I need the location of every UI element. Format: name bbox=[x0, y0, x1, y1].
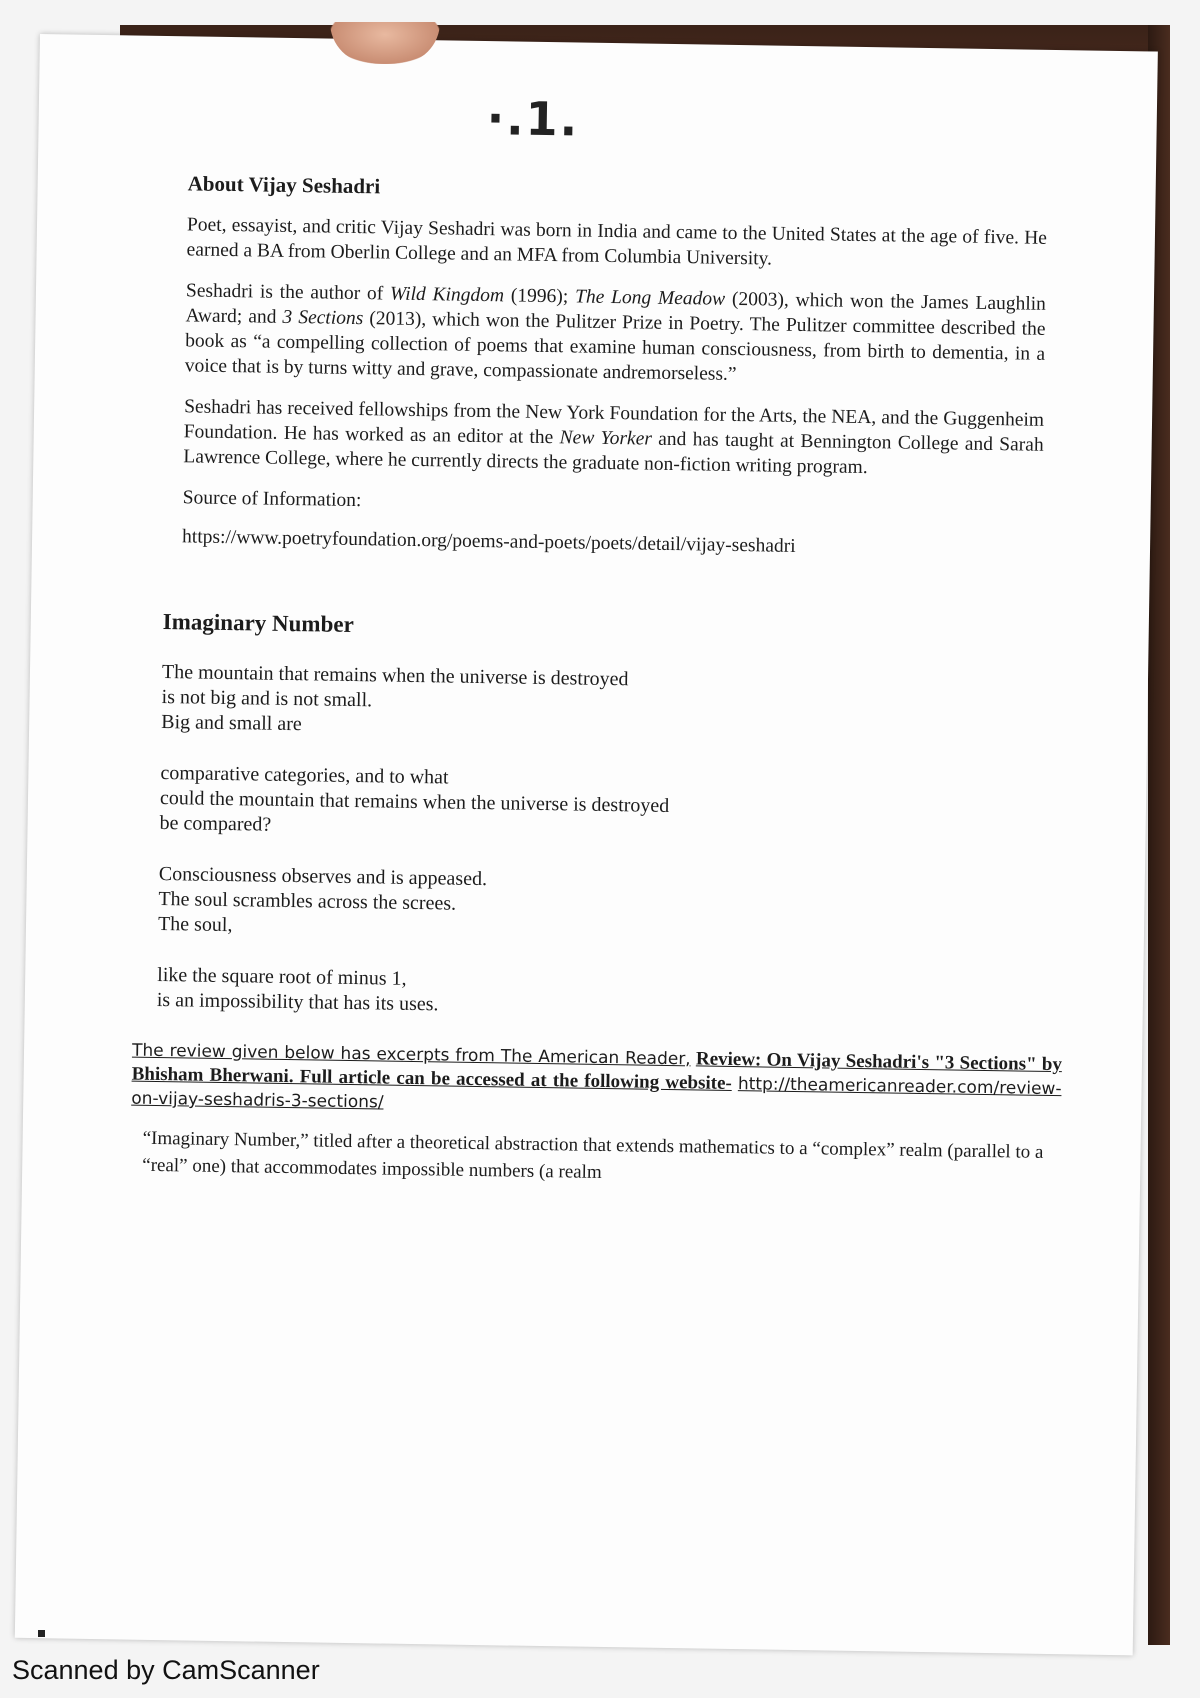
poem-stanza bbox=[158, 862, 1037, 951]
camscanner-label: Scanned by CamScanner bbox=[12, 1655, 320, 1685]
publication-new-yorker: New Yorker bbox=[559, 427, 653, 450]
book-title-3-sections: 3 Sections bbox=[282, 306, 364, 330]
poem-line: is not big and is not small. bbox=[161, 685, 373, 712]
poem-line: Big and small are bbox=[161, 710, 302, 736]
poem-line: like the square root of minus 1, bbox=[157, 963, 407, 990]
poem-stanza bbox=[159, 761, 1038, 850]
para2-text-a: Seshadri is the author of bbox=[185, 280, 391, 305]
review-link[interactable]: http://theamericanreader.com/review-on-vijay-seshadris-3-sections/ bbox=[131, 1074, 1062, 1113]
page-number-dot: . bbox=[559, 92, 580, 147]
page-number-value: 1 bbox=[525, 91, 561, 147]
para3-text-a: Seshadri has received fellowships from the New York Foundation for the Arts, the NEA, and the Guggenheim Foundation. He has worked as an editor at the bbox=[183, 396, 1045, 449]
para2-text-b: (1996); bbox=[503, 285, 576, 308]
para2-text-d: (2013), which won the Pulitzer Prize in Poetry. The Pulitzer committee described the book as “a compelling collection of poems that examine human consciousness, from birth to dementia, in a voice that is by turns witty and grave, compassionate andremorseless.” bbox=[184, 308, 1046, 385]
review-note-intro: The review given below has excerpts from The American Reader, bbox=[131, 1040, 691, 1070]
poem-line: Consciousness observes and is appeased. bbox=[158, 862, 488, 891]
book-title-long-meadow: The Long Meadow bbox=[574, 286, 726, 310]
document-page bbox=[15, 34, 1158, 1655]
book-title-wild-kingdom: Wild Kingdom bbox=[389, 283, 505, 307]
poem-line: could the mountain that remains when the universe is destroyed bbox=[159, 786, 670, 817]
poem-stanza bbox=[161, 660, 1040, 749]
review-excerpt: “Imaginary Number,” titled after a theoretical abstraction that extends mathematics to a “complex” realm (parallel to a “real” one) that accommodates impossible numbers (a realm bbox=[142, 1127, 1044, 1183]
about-paragraph-2 bbox=[185, 278, 1046, 391]
poem-line: The soul, bbox=[157, 912, 233, 937]
poem-line: is an impossibility that has its uses. bbox=[156, 988, 439, 1016]
poem-line: be compared? bbox=[159, 811, 272, 836]
review-note-title: Review: On Vijay Seshadri's "3 Sections" by Bhisham Bherwani. Full article can be accessed at the following website- bbox=[131, 1048, 1063, 1094]
para3-text-b: and has taught at Bennington College and Sarah Lawrence College, where he currently directs the graduate non-fiction writing program. bbox=[183, 428, 1044, 479]
page-content bbox=[131, 171, 1063, 1192]
poem-line: The soul scrambles across the screes. bbox=[158, 887, 457, 915]
about-paragraph-3 bbox=[183, 394, 1044, 482]
scan-edge-mark bbox=[38, 1630, 45, 1637]
about-paragraph-1: Poet, essayist, and critic Vijay Seshadri was born in India and came to the United States at the age of five. He earned a BA from Oberlin College and an MFA from Columbia University. bbox=[186, 214, 1048, 270]
poem-line: comparative categories, and to what bbox=[160, 761, 449, 789]
poem-title: Imaginary Number bbox=[162, 609, 354, 638]
para2-text-c: (2003), which won the James Laughlin Award; and bbox=[185, 288, 1047, 328]
poem-stanza bbox=[157, 963, 1036, 1027]
review-source-note bbox=[131, 1039, 1062, 1126]
page-number-dots: ·. bbox=[486, 91, 527, 146]
poem-line: The mountain that remains when the universe is destroyed bbox=[161, 660, 629, 691]
source-url: https://www.poetryfoundation.org/poems-and-poets/poets/detail/vijay-seshadri bbox=[181, 526, 796, 557]
page-number bbox=[486, 91, 579, 146]
about-heading: About Vijay Seshadri bbox=[187, 171, 381, 199]
source-label: Source of Information: bbox=[182, 487, 362, 512]
